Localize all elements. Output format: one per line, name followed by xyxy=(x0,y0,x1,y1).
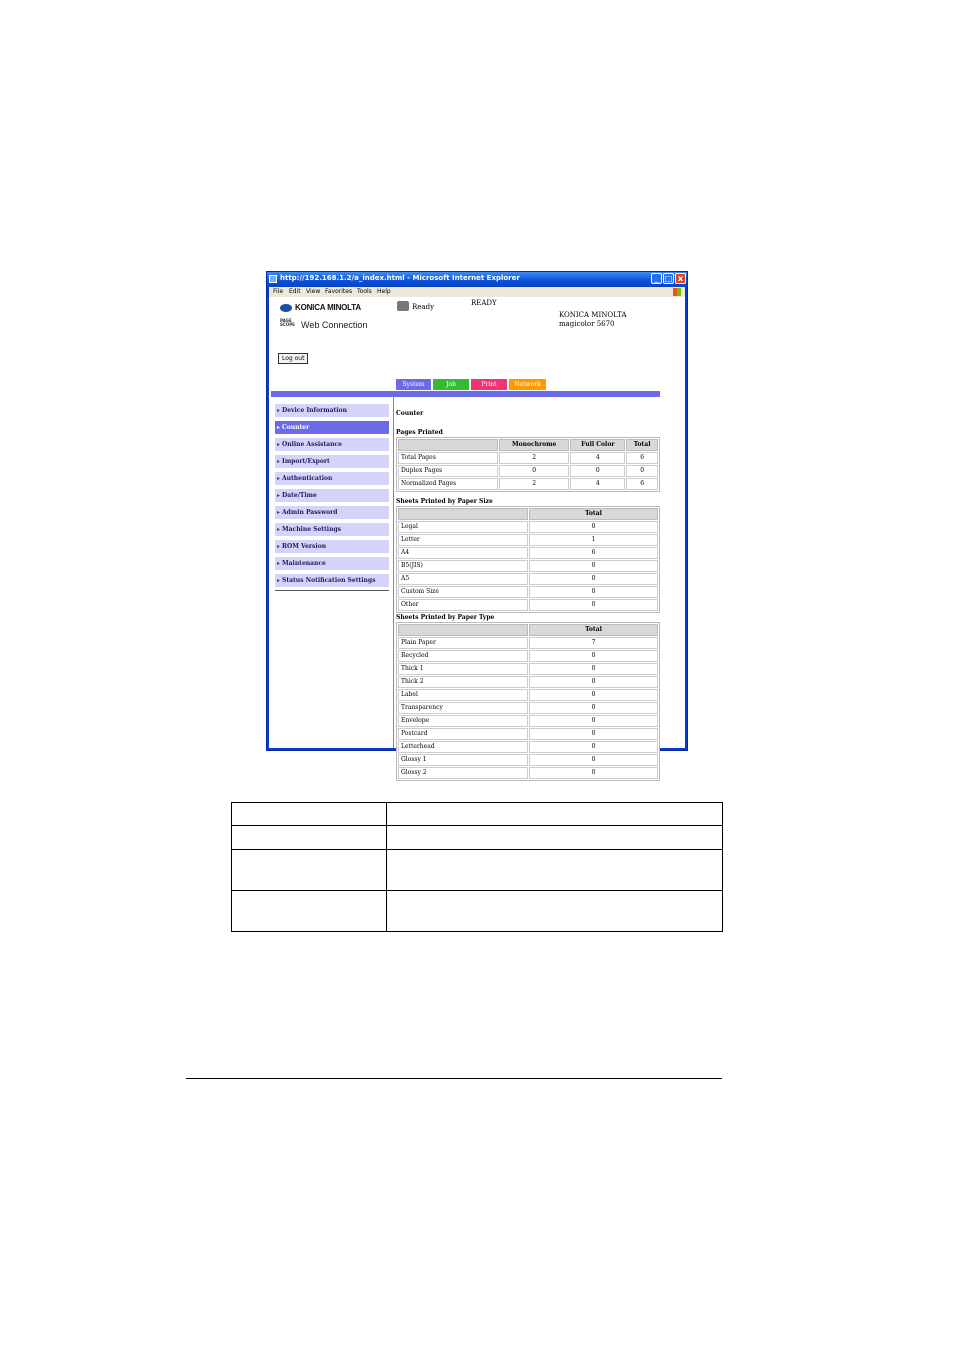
cell-value: 0 xyxy=(529,741,658,753)
maximize-button[interactable]: □ xyxy=(664,274,673,283)
menu-edit[interactable]: Edit xyxy=(289,288,301,295)
cell-value: 0 xyxy=(529,521,658,533)
sidebar-item-online-assistance[interactable]: ▸ Online Assistance xyxy=(275,438,389,451)
ie-icon xyxy=(269,275,277,283)
table-row xyxy=(398,637,658,649)
cell-value: 4 xyxy=(570,478,625,490)
status-label: Ready xyxy=(412,303,435,311)
row-label: Total Pages xyxy=(398,452,498,464)
paper-size-table xyxy=(396,506,660,613)
cell-value: 1 xyxy=(529,534,658,546)
sidebar-item-maintenance[interactable]: ▸ Maintenance xyxy=(275,557,389,570)
table-row xyxy=(398,689,658,701)
table-row xyxy=(398,676,658,688)
table-row xyxy=(398,452,658,464)
paper-size-heading: Sheets Printed by Paper Size xyxy=(396,498,493,505)
cell-value: 0 xyxy=(529,689,658,701)
table-row xyxy=(232,826,723,850)
arrow-icon: ▸ xyxy=(277,577,281,584)
arrow-icon: ▸ xyxy=(277,441,281,448)
printer-model: magicolor 5670 xyxy=(559,320,615,328)
cell-value: 0 xyxy=(529,676,658,688)
page-title: Counter xyxy=(396,410,424,417)
cell-value: 0 xyxy=(529,754,658,766)
sidebar-item-rom-version[interactable]: ▸ ROM Version xyxy=(275,540,389,553)
arrow-icon: ▸ xyxy=(277,492,281,499)
sidebar-item-admin-password[interactable]: ▸ Admin Password xyxy=(275,506,389,519)
arrow-icon: ▸ xyxy=(277,475,281,482)
arrow-icon: ▸ xyxy=(277,543,281,550)
menu-help[interactable]: Help xyxy=(377,288,391,295)
logout-button[interactable]: Log out xyxy=(278,353,308,364)
column-header: Full Color xyxy=(570,439,625,451)
column-header: Total xyxy=(529,508,658,520)
cell-value: 7 xyxy=(529,637,658,649)
cell-value: 0 xyxy=(529,560,658,572)
cell-value: 0 xyxy=(570,465,625,477)
row-label: Glossy 1 xyxy=(398,754,528,766)
cell-value: 0 xyxy=(529,663,658,675)
table-row xyxy=(398,663,658,675)
menu-file[interactable]: File xyxy=(273,288,284,295)
table-header-row xyxy=(398,508,658,520)
table-header-row xyxy=(398,624,658,636)
table-row xyxy=(232,850,723,891)
arrow-icon: ▸ xyxy=(277,509,281,516)
cell-value: 6 xyxy=(626,478,658,490)
row-label: Envelope xyxy=(398,715,528,727)
row-label: A4 xyxy=(398,547,528,559)
arrow-icon: ▸ xyxy=(277,407,281,414)
description-table xyxy=(231,802,723,932)
column-header: Monochrome xyxy=(499,439,569,451)
paper-type-table xyxy=(396,622,660,781)
cell-value: 0 xyxy=(529,573,658,585)
tab-print[interactable]: Print xyxy=(471,379,507,390)
sidebar-item-status-notification-settings[interactable]: ▸ Status Notification Settings xyxy=(275,574,389,587)
cell-value: 6 xyxy=(626,452,658,464)
window-title: http://192.168.1.2/a_index.html - Microsoft Internet Explorer xyxy=(280,274,520,282)
table-row xyxy=(398,715,658,727)
table-row xyxy=(398,586,658,598)
row-label: Letter xyxy=(398,534,528,546)
cell-value: 6 xyxy=(529,547,658,559)
row-label: Plain Paper xyxy=(398,637,528,649)
table-row xyxy=(398,534,658,546)
browser-content xyxy=(269,297,685,776)
row-label: Glossy 2 xyxy=(398,767,528,779)
content-divider xyxy=(393,397,394,748)
sidebar-item-import-export[interactable]: ▸ Import/Export xyxy=(275,455,389,468)
web-connection-title: Web Connection xyxy=(301,320,368,330)
sidebar-item-date-time[interactable]: ▸ Date/Time xyxy=(275,489,389,502)
table-row xyxy=(232,803,723,826)
table-row xyxy=(398,547,658,559)
row-label: Transparency xyxy=(398,702,528,714)
table-row xyxy=(232,891,723,932)
cell-value: 0 xyxy=(529,702,658,714)
cell-value: 0 xyxy=(529,715,658,727)
table-row xyxy=(398,741,658,753)
table-row xyxy=(398,754,658,766)
arrow-icon: ▸ xyxy=(277,424,281,431)
sidebar-item-device-information[interactable]: ▸ Device Information xyxy=(275,404,389,417)
tab-network[interactable]: Network xyxy=(509,379,546,390)
table-row xyxy=(398,767,658,779)
row-label: Normalized Pages xyxy=(398,478,498,490)
column-header xyxy=(398,508,528,520)
menu-favorites[interactable]: Favorites xyxy=(325,288,353,295)
table-row xyxy=(398,650,658,662)
cell-value: 0 xyxy=(529,599,658,611)
cell-value: 0 xyxy=(529,650,658,662)
sidebar-item-authentication[interactable]: ▸ Authentication xyxy=(275,472,389,485)
table-row xyxy=(398,599,658,611)
row-label: Letterhead xyxy=(398,741,528,753)
row-label: Label xyxy=(398,689,528,701)
row-label: Thick 1 xyxy=(398,663,528,675)
cell-value: 0 xyxy=(529,767,658,779)
printer-maker: KONICA MINOLTA xyxy=(559,311,627,319)
menu-tools[interactable]: Tools xyxy=(357,288,372,295)
title-bar[interactable] xyxy=(267,272,687,287)
column-header xyxy=(398,439,498,451)
table-row xyxy=(398,573,658,585)
row-label: Other xyxy=(398,599,528,611)
column-header: Total xyxy=(529,624,658,636)
pagescope-logo: PAGE SCOPE xyxy=(280,318,295,327)
minimize-button[interactable]: _ xyxy=(651,273,662,284)
cell-value: 4 xyxy=(570,452,625,464)
column-header: Total xyxy=(626,439,658,451)
pages-printed-table xyxy=(396,437,660,492)
row-label: Postcard xyxy=(398,728,528,740)
tab-system[interactable]: System xyxy=(396,379,431,390)
cell-value: 0 xyxy=(499,465,569,477)
row-label: Duplex Pages xyxy=(398,465,498,477)
table-header-row xyxy=(398,439,658,451)
konica-logo-icon xyxy=(280,304,292,312)
sidebar-item-counter[interactable]: ▸ Counter xyxy=(275,421,389,434)
row-label: B5(JIS) xyxy=(398,560,528,572)
table-row xyxy=(398,521,658,533)
table-row xyxy=(398,728,658,740)
menu-bar xyxy=(269,287,685,297)
brand-logo: KONICA MINOLTA xyxy=(295,303,361,312)
column-header xyxy=(398,624,528,636)
row-label: Legal xyxy=(398,521,528,533)
header-divider xyxy=(271,391,660,397)
table-row xyxy=(398,560,658,572)
arrow-icon: ▸ xyxy=(277,560,281,567)
cell-value: 2 xyxy=(499,478,569,490)
paper-type-heading: Sheets Printed by Paper Type xyxy=(396,614,495,621)
windows-flag-icon xyxy=(673,288,681,296)
cell-value: 2 xyxy=(499,452,569,464)
table-row xyxy=(398,478,658,490)
browser-window xyxy=(266,271,688,776)
table-row xyxy=(398,702,658,714)
arrow-icon: ▸ xyxy=(277,526,281,533)
row-label: A5 xyxy=(398,573,528,585)
pages-printed-heading: Pages Printed xyxy=(396,429,443,436)
cell-value: 0 xyxy=(529,586,658,598)
cell-value: 0 xyxy=(626,465,658,477)
sidebar-divider xyxy=(275,590,389,591)
row-label: Recycled xyxy=(398,650,528,662)
row-label: Thick 2 xyxy=(398,676,528,688)
status-value: READY xyxy=(471,299,497,307)
table-row xyxy=(398,465,658,477)
sidebar-item-machine-settings[interactable]: ▸ Machine Settings xyxy=(275,523,389,536)
printer-icon xyxy=(397,301,409,311)
row-label: Custom Size xyxy=(398,586,528,598)
cell-value: 0 xyxy=(529,728,658,740)
menu-view[interactable]: View xyxy=(306,288,321,295)
close-button[interactable]: x xyxy=(675,273,686,284)
arrow-icon: ▸ xyxy=(277,458,281,465)
tab-job[interactable]: Job xyxy=(433,379,469,390)
footer-rule xyxy=(186,1078,722,1079)
